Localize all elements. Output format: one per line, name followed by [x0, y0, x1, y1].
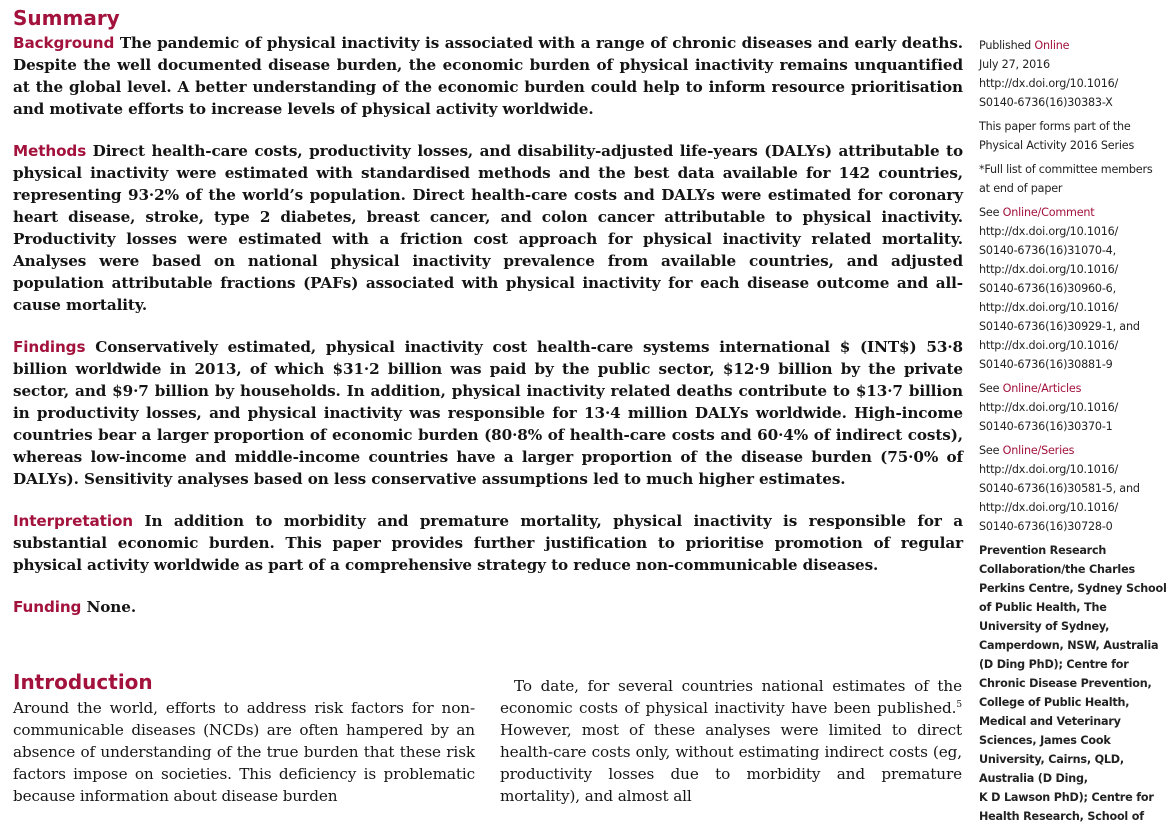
- series-prefix: See: [979, 444, 1003, 457]
- series-link[interactable]: Online/Series: [1002, 444, 1075, 457]
- comment-doi-line[interactable]: http://dx.doi.org/10.1016/: [979, 339, 1119, 352]
- interpretation-paragraph: [13, 510, 963, 576]
- introduction-right-text-b: However, most of these analyses were limited to direct health-care costs only, without estimating indirect costs (eg, productivity losses due to morbidity and premature mortality), and almost all: [500, 721, 962, 805]
- articles-block: [979, 379, 1164, 436]
- affiliation-line: Perkins Centre, Sydney School: [979, 582, 1167, 595]
- funding-label: Funding: [13, 598, 82, 616]
- author-affiliations: [979, 541, 1167, 826]
- series-doi-line[interactable]: http://dx.doi.org/10.1016/: [979, 463, 1119, 476]
- comment-prefix: See: [979, 206, 1003, 219]
- articles-heading: [979, 379, 1164, 398]
- series-note-line: This paper forms part of the: [979, 120, 1131, 133]
- background-label: Background: [13, 34, 115, 52]
- methods-text: Direct health-care costs, productivity losses, and disability-adjusted life-years (DALYs) attributable to physical inactivity were estimated with standardised methods and the best data available for 142 countries, representing 93·2% of the world’s population. Direct health-care costs and DALYs were estimated for coronary heart disease, stroke, type 2 diabetes, breast cancer, and colon cancer attributable to physical inactivity. Productivity losses were estimated with a friction cost approach for physical inactivity related mortality. Analyses were based on national physical inactivity prevalence from available countries, and adjusted population attributable fractions (PAFs) associated with physical inactivity for each disease outcome and all-cause mortality.: [13, 142, 963, 314]
- published-block: [979, 36, 1164, 112]
- affiliation-line: Australia (D Ding,: [979, 772, 1088, 785]
- sidebar: [979, 36, 1167, 831]
- introduction-right-paragraph: [500, 675, 962, 807]
- series-note: [979, 117, 1164, 155]
- funding-text: None.: [81, 598, 137, 616]
- series-doi-line[interactable]: http://dx.doi.org/10.1016/: [979, 501, 1119, 514]
- comment-doi-line[interactable]: http://dx.doi.org/10.1016/: [979, 301, 1119, 314]
- series-doi-line[interactable]: S0140-6736(16)30581-5, and: [979, 482, 1140, 495]
- comment-doi-line[interactable]: http://dx.doi.org/10.1016/: [979, 263, 1119, 276]
- articles-doi-line[interactable]: http://dx.doi.org/10.1016/: [979, 401, 1119, 414]
- committee-note-line: *Full list of committee members: [979, 163, 1153, 176]
- summary-section: [13, 8, 963, 638]
- affiliation-line: Chronic Disease Prevention,: [979, 677, 1152, 690]
- series-block: [979, 441, 1164, 536]
- background-paragraph: [13, 32, 963, 120]
- affiliation-line: Health Research, School of: [979, 810, 1144, 823]
- series-heading: [979, 441, 1164, 460]
- published-online-link[interactable]: Online: [1034, 39, 1070, 52]
- affiliation-line: College of Public Health,: [979, 696, 1130, 709]
- articles-doi-line[interactable]: S0140-6736(16)30370-1: [979, 420, 1113, 433]
- comment-block: [979, 203, 1164, 374]
- comment-doi-line[interactable]: http://dx.doi.org/10.1016/: [979, 225, 1119, 238]
- articles-link[interactable]: Online/Articles: [1002, 382, 1082, 395]
- findings-text: Conservatively estimated, physical inactivity cost health-care systems international $ (INT$) 53·8 billion worldwide in 2013, of which $31·2 billion was paid by the public sector, $12·9 billion by the private sector, and $9·7 billion by households. In addition, physical inactivity related deaths contribute to $13·7 billion in productivity losses, and physical inactivity was responsible for 13·4 million DALYs worldwide. High-income countries bear a larger proportion of economic burden (80·8% of health-care costs and 60·4% of indirect costs), whereas low-income and middle-income countries have a larger proportion of the disease burden (75·0% of DALYs). Sensitivity analyses based on less conservative assumptions led to much higher estimates.: [13, 338, 963, 488]
- summary-heading: Summary: [13, 6, 120, 30]
- introduction-left-text: Around the world, efforts to address risk factors for non-communicable diseases (NCDs) are often hampered by an absence of understanding of the true burden that these risk factors impose on societies. This deficiency is problematic because information about disease burden: [13, 699, 475, 805]
- introduction-right-text-a: To date, for several countries national estimates of the economic costs of physical inactivity have been published.: [500, 677, 962, 717]
- published-date: July 27, 2016: [979, 58, 1050, 71]
- published-prefix: Published: [979, 39, 1035, 52]
- comment-doi-line[interactable]: S0140-6736(16)30960-6,: [979, 282, 1116, 295]
- findings-label: Findings: [13, 338, 86, 356]
- affiliation-line: K D Lawson PhD); Centre for: [979, 791, 1154, 804]
- comment-heading: [979, 203, 1164, 222]
- published-line: [979, 36, 1164, 55]
- findings-paragraph: [13, 336, 963, 490]
- articles-prefix: See: [979, 382, 1003, 395]
- interpretation-label: Interpretation: [13, 512, 133, 530]
- affiliation-line: of Public Health, The: [979, 601, 1107, 614]
- doi-line[interactable]: S0140-6736(16)30383-X: [979, 96, 1113, 109]
- series-note-line: Physical Activity 2016 Series: [979, 139, 1135, 152]
- interpretation-text: In addition to morbidity and premature mortality, physical inactivity is responsible for a substantial economic burden. This paper provides further justification to prioritise promotion of regular physical activity worldwide as part of a comprehensive strategy to reduce non-communicable diseases.: [13, 512, 963, 574]
- affiliation-line: Collaboration/the Charles: [979, 563, 1135, 576]
- funding-paragraph: [13, 596, 963, 618]
- comment-doi-line[interactable]: S0140-6736(16)30881-9: [979, 358, 1113, 371]
- affiliation-line: Sciences, James Cook: [979, 734, 1111, 747]
- introduction-left-column: [13, 697, 475, 807]
- comment-doi-line[interactable]: S0140-6736(16)30929-1, and: [979, 320, 1140, 333]
- introduction-right-column: [500, 675, 962, 807]
- methods-paragraph: [13, 140, 963, 316]
- comment-doi-line[interactable]: S0140-6736(16)31070-4,: [979, 244, 1116, 257]
- methods-label: Methods: [13, 142, 87, 160]
- committee-note-line: at end of paper: [979, 182, 1063, 195]
- introduction-heading: Introduction: [13, 670, 153, 694]
- affiliation-line: University of Sydney,: [979, 620, 1110, 633]
- affiliation-line: Medical and Veterinary: [979, 715, 1121, 728]
- committee-note: [979, 160, 1164, 198]
- affiliation-line: Prevention Research: [979, 544, 1107, 557]
- background-text: The pandemic of physical inactivity is associated with a range of chronic diseases and early deaths. Despite the well documented disease burden, the economic burden of physical inactivity remains unquantified at the global level. A better understanding of the economic burden could help to inform resource prioritisation and motivate efforts to increase levels of physical activity worldwide.: [13, 34, 963, 118]
- comment-link[interactable]: Online/Comment: [1002, 206, 1095, 219]
- affiliation-line: University, Cairns, QLD,: [979, 753, 1124, 766]
- doi-line[interactable]: http://dx.doi.org/10.1016/: [979, 77, 1119, 90]
- affiliation-line: (D Ding PhD); Centre for: [979, 658, 1129, 671]
- affiliation-line: Camperdown, NSW, Australia: [979, 639, 1159, 652]
- series-doi-line[interactable]: S0140-6736(16)30728-0: [979, 520, 1113, 533]
- reference-superscript[interactable]: 5: [956, 699, 962, 710]
